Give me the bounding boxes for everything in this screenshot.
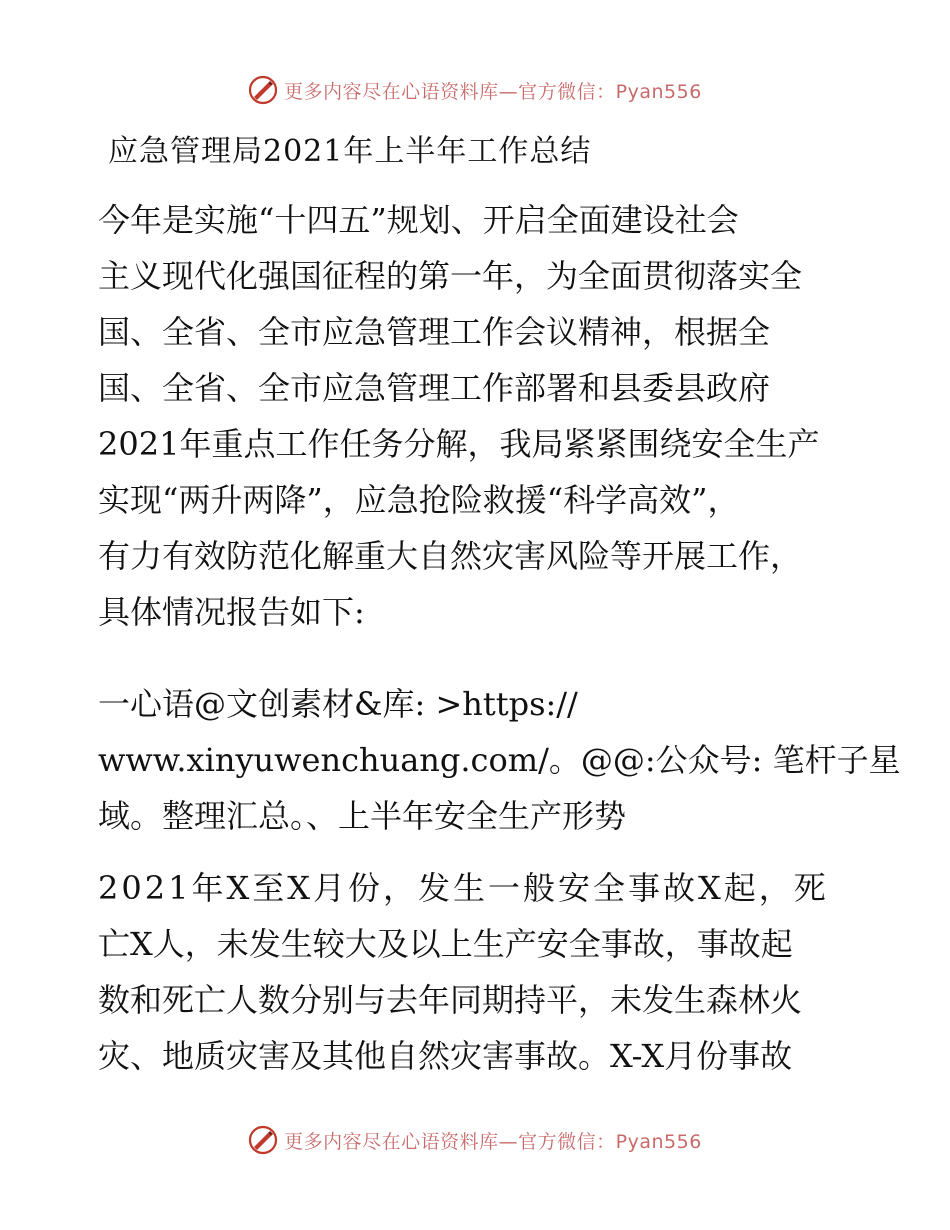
pen-logo-icon [248,75,278,105]
text-line: 今年是实施“十四五”规划、开启全面建设社会 [98,201,739,239]
text-line: 数和死亡人数分别与去年同期持平，未发生森林火 [98,981,803,1019]
text-line: 一心语@文创素材&库: >https:// [98,685,578,723]
text-line: 国、全省、全市应急管理工作会议精神，根据全 [98,313,771,351]
pen-logo-icon [248,1125,278,1155]
banner-text: 更多内容尽在心语资料库—官方微信：Pyan556 [284,80,702,103]
text-line: 国、全省、全市应急管理工作部署和县委县政府 [98,369,771,407]
text-line: 亡X人，未发生较大及以上生产安全事故，事故起 [98,925,793,963]
text-line: 有力有效防范化解重大自然灾害风险等开展工作， [98,537,803,575]
text-line: 主义现代化强国征程的第一年，为全面贯彻落实全 [98,257,803,295]
header-watermark-banner [0,72,950,108]
text-line: 域。整理汇总。、上半年安全生产形势 [98,797,627,835]
paragraph-intro [98,192,858,640]
text-line: www.xinyuwenchuang.com/。@@:公众号: 笔杆子星 [98,741,901,779]
text-line: 2021年重点工作任务分解，我局紧紧围绕安全生产 [98,425,820,463]
paragraph-safety-situation [98,860,858,1084]
page-title: 应急管理局2021年上半年工作总结 [108,134,592,169]
banner-inner [248,1125,702,1155]
text-line: 灾、地质灾害及其他自然灾害事故。X-X月份事故 [98,1037,793,1075]
paragraph-source-note [98,676,901,844]
banner-inner [248,75,702,105]
text-line: 实现“两升两降”，应急抢险救援“科学高效”， [98,481,740,519]
text-line: 具体情况报告如下: [98,593,365,631]
footer-watermark-banner [0,1122,950,1158]
text-line: 2021年X至X月份，发生一般安全事故X起，死 [98,869,829,907]
banner-text: 更多内容尽在心语资料库—官方微信：Pyan556 [284,1130,702,1153]
